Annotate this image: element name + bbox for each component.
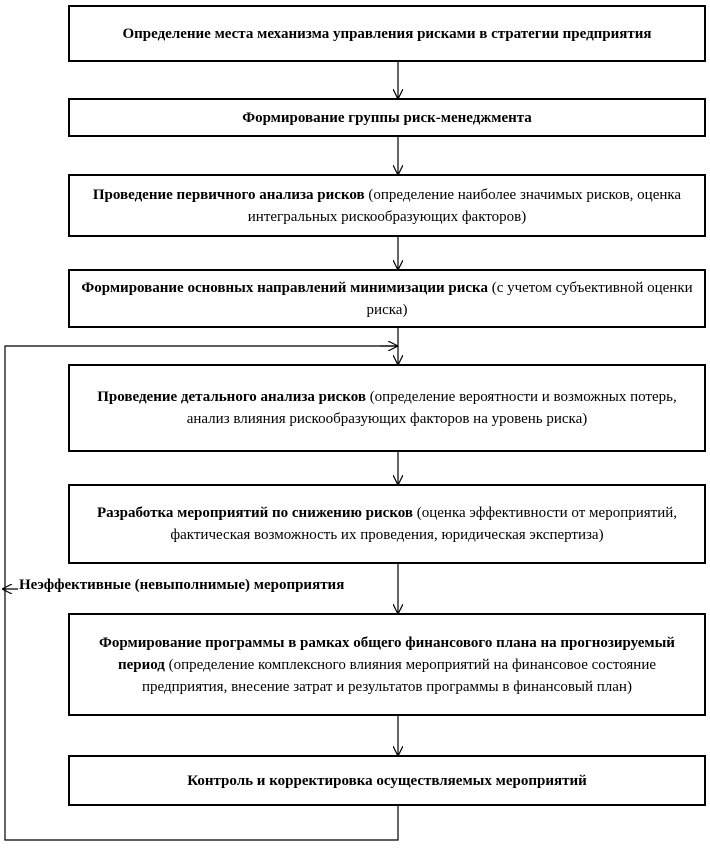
step-3-rest: (определение наиболее значимых рисков, оценка интегральных рискообразующих факторов) <box>247 186 682 225</box>
step-6-bold: Разработка мероприятий по снижению рисков <box>96 505 413 521</box>
step-7-bold: Формирование программы в рамках общего финансового плана на прогнозируемый период <box>99 634 675 673</box>
step-5-rest: (определение вероятности и возможных потерь, анализ влияния рискообразующих факторов на уровень риска) <box>186 389 677 427</box>
step-8-bold: Контроль и корректировка осуществляемых мероприятий <box>187 772 587 789</box>
step-4-box <box>68 269 706 328</box>
step-1-box <box>68 5 706 62</box>
step-5-box <box>68 364 706 452</box>
step-6-box <box>68 484 706 564</box>
step-2-bold: Формирование группы риск-менеджмента <box>242 109 532 126</box>
ineffective-measures-label: Неэффективные (невыполнимые) мероприятия <box>19 577 345 593</box>
step-4-rest: (с учетом субъективной оценки риска) <box>366 279 693 318</box>
step-4-bold: Формирование основных направлений минимизации риска <box>81 279 488 296</box>
step-7-box <box>68 613 706 716</box>
step-7-rest: (определение комплексного влияния мероприятий на финансовое состояние предприятия, внесение затрат и результатов программы в финансовый план) <box>142 656 657 695</box>
step-2-box <box>68 98 706 137</box>
step-8-box <box>68 755 706 806</box>
step-3-box <box>68 174 706 237</box>
step-6-rest: (оценка эффективности от мероприятий, фактическая возможность их проведения, юридическая экспертиза) <box>170 505 678 543</box>
step-5-bold: Проведение детального анализа рисков <box>97 389 366 405</box>
step-1-bold: Определение места механизма управления рисками в стратегии предприятия <box>122 25 652 42</box>
step-3-bold: Проведение первичного анализа рисков <box>92 186 365 203</box>
